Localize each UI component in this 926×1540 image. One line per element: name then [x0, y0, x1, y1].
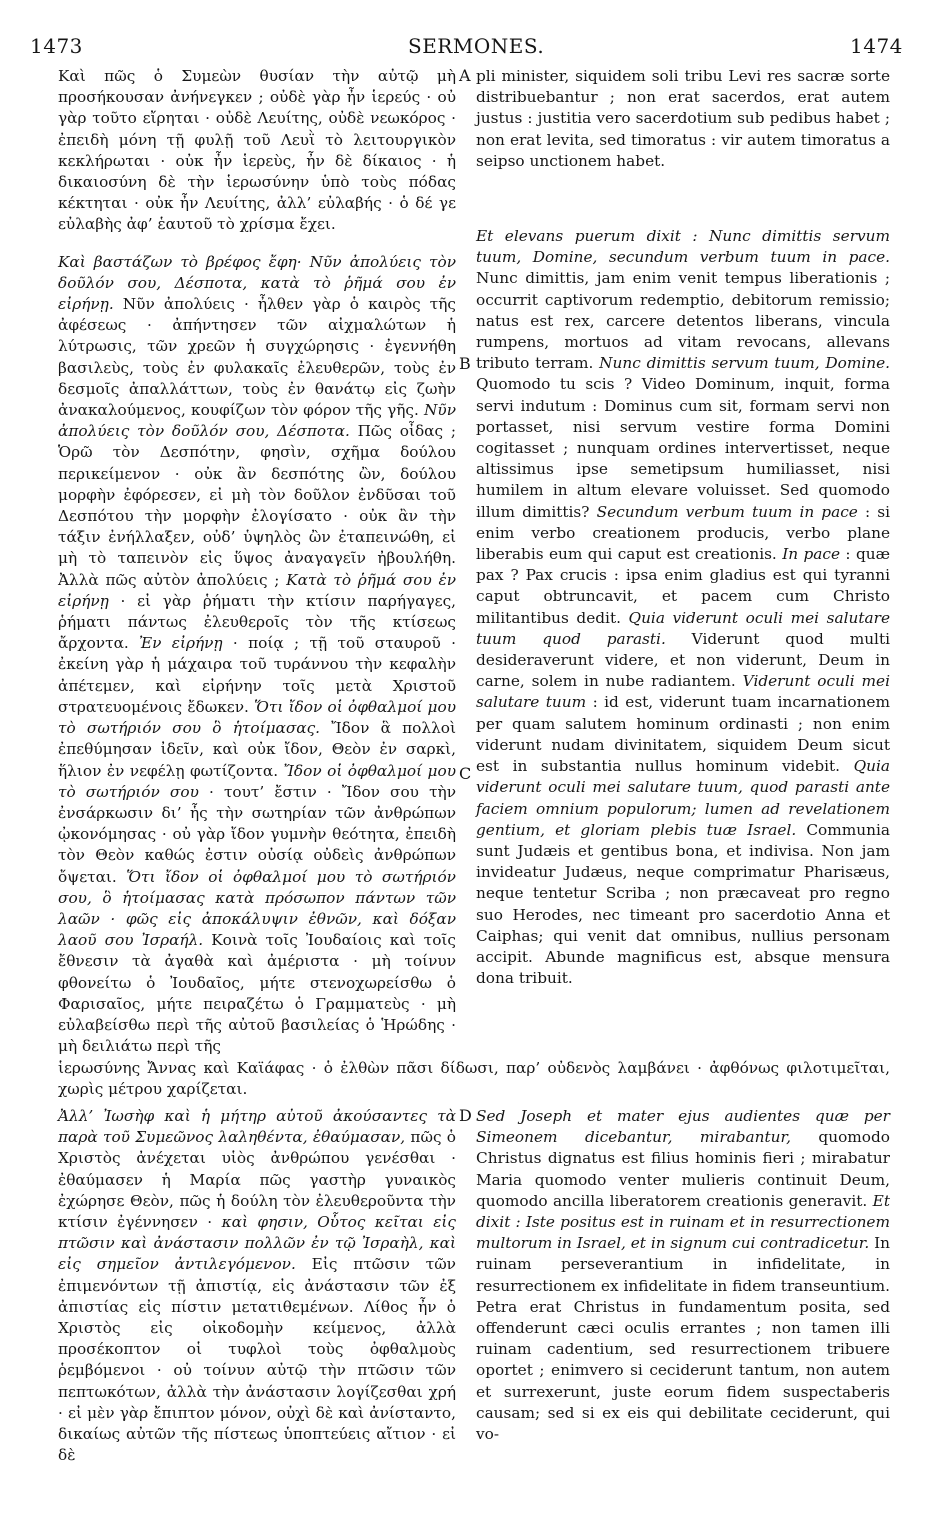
greek-scripture-quote: Ὅτι ἴδον οἱ ὀφθαλμοί μου τὸ σωτήριόν σου, ὃ ἡτοίμασας κατὰ πρόσωπον πάντων τῶν λαῶν · φῶς εἰς ἀποκάλυψιν ἐθνῶν, καὶ δόξαν λαοῦ σου Ἰσραήλ. — [58, 867, 456, 950]
latin-scripture-quote: Secundum verbum tuum in pace — [596, 502, 858, 521]
greek-text: · ποίᾳ ; τῇ τοῦ σταυροῦ · ἐκείνη γὰρ ἡ μάχαιρα τοῦ τυράννου τὴν κεφαλὴν ἀπέτεμεν, καὶ εἰρήνην τοῖς μετὰ Χριστοῦ στρατευομένοις ἔδωκεν. — [58, 634, 457, 716]
greek-scripture-quote: Καὶ βαστάζων τὸ βρέφος ἔφη· Νῦν ἀπολύεις τὸν δοῦλόν σου, Δέσποτα, κατὰ τὸ ῥῆμά σου ἐν εἰρήνῃ. — [58, 252, 456, 314]
margin-marker-a: A — [459, 66, 471, 85]
greek-text: Πῶς οἶδας ; Ὁρῶ τὸν Δεσπότην, φησὶν, σχῆμα δούλου περικείμενον · οὐκ ἂν δεσπότης ὢν, δούλου μορφὴν ἐφόρεσεν, εἰ μὴ τὸν δοῦλον ἐνδῦσαι τοῦ Δεσπότου τὴν μορφὴν ἐλογίσατο · οὐκ ἂν τὴν τάξιν ἐνήλλαξεν, οὐδ’ ὑψηλὸς ὢν ἐταπεινώθη, εἰ μὴ τὸ ταπεινὸν εἰς ὕψος ἀναγαγεῖν ἠβουλήθη. Ἀλλὰ πῶς αὐτὸν ἀπολύεις ; — [58, 422, 457, 589]
latin-text: Nunc dimittis, jam enim venit tempus liberationis ; occurrit captivorum redemptio, debitorum remissio; natus est rex, carcere detentos liberans, vincula rumpens, mortuos ad vitam revocans, allevans tributo terram. — [476, 269, 890, 373]
greek-scripture-quote: Ἀλλ’ Ἰωσὴφ καὶ ἡ μήτηρ αὐτοῦ ἀκούσαντες τὰ παρὰ τοῦ Συμεῶνος λαληθέντα, ἐθαύμασαν, — [58, 1107, 456, 1147]
greek-scripture-quote: Ἴδον οἱ ὀφθαλμοί μου τὸ σωτήριόν σου — [58, 761, 456, 801]
latin-text: Quomodo tu scis ? Video Dominum, inquit, forma servi indutum : Dominus cum sit, formam servi non portasset, nisi servum vestire forma Domini cogitasset ; nunquam ordines intervertisset, neque altissimus ipse semetipsum humiliasset, nisi humilem in altum elevare voluisset. Sed quomodo illum dimittis? — [476, 375, 890, 521]
latin-text: Communia sunt Judæis et gentibus bona, et indivisa. Non jam invideatur Judæus, neque comprimatur Pharisæus, neque tentetur Scriba ; non præcaveat pro regno suo Herodes, nec timeant pro sacerdotio Anna et Caiphas; qui venit dat omnibus, nullius personam accipit. Abunde magnificus est, absque mensura dona tribuit. — [476, 820, 890, 988]
greek-text: Νῦν ἀπολύεις · ἦλθεν γὰρ ὁ καιρὸς τῆς ἀφέσεως · ἀπήντησεν τῶν αἰχμαλώτων ἡ λύτρωσις, τῶν χρεῶν ἡ συγχώρησις · ἐγεννήθη βασιλεὺς, τοὺς ἐν φυλακαῖς ἐλευθερῶν, τοὺς ἐν δεσμοῖς ἀπαλλάττων, τοὺς ἐν θανάτῳ εἰς ζωὴν ἀνακαλούμενος, κουφίζων τὸν φόρον τῆς γῆς. — [58, 295, 456, 420]
greek-scripture-quote: Νῦν ἀπολύεις τὸν δοῦλόν σου, Δέσποτα. — [58, 401, 456, 441]
greek-paragraph — [58, 1106, 456, 1466]
greek-scripture-quote: Κατὰ τὸ ῥῆμά σου ἐν εἰρήνῃ — [58, 570, 456, 610]
greek-column-lower — [58, 1106, 456, 1466]
latin-column-upper — [476, 66, 890, 989]
latin-scripture-quote: Nunc dimittis servum tuum, Domine. — [599, 354, 891, 373]
margin-marker-b: B — [459, 354, 471, 373]
greek-scripture-quote: Ὅτι ἴδον οἱ ὀφθαλμοί μου τὸ σωτήριόν σου ὃ ἡτοίμασας. — [58, 697, 456, 738]
latin-scripture-quote: Quia viderunt oculi mei salutare tuum, quod parasti ante faciem omnium populorum; lumen ad revelationem gentium, et gloriam plebis tuæ Israel. — [476, 757, 890, 839]
greek-column-upper — [58, 66, 456, 1057]
greek-text: Κοινὰ τοῖς Ἰουδαίοις καὶ τοῖς ἔθνεσιν τὰ ἀγαθὰ καὶ ἀμέριστα · μὴ τοίνυν φθονείτω ὁ Ἰουδαῖος, μήτε στενοχωρείσθω ὁ Φαρισαῖος, μήτε πειραζέτω ὁ Γραμματεὺς · μὴ εὐλαβείσθω περὶ τῆς αὐτοῦ βασιλείας ὁ Ἡρώδης · μὴ δειλιάτω περὶ τῆς — [58, 931, 456, 1056]
greek-text: πῶς ὁ Χριστὸς ἀνέχεται υἱὸς ἀνθρώπου γενέσθαι · ἐθαύμασεν ἡ Μαρία πῶς γαστὴρ γυναικὸς ἐχώρησε Θεὸν, πῶς ἡ δούλη τὸν ἐλευθεροῦντα τὴν κτίσιν ἐγέννησεν · — [58, 1128, 457, 1232]
page-number-left: 1473 — [30, 34, 83, 58]
latin-scripture-quote: Et elevans puerum dixit : Nunc dimittis servum tuum, Domine, secundum verbum tuum in pace. — [476, 227, 890, 267]
latin-text: : id est, viderunt tuam incarnationem per quam salutem hominum ordinasti ; non enim viderunt nudam divinitatem, siquidem Deum sicut est in substantia nullus hominum videbit. — [476, 693, 890, 776]
latin-paragraph: pli minister, siquidem soli tribu Levi res sacræ sorte distribuebantur ; non erat sacerdos, erat autem justus : justitia vero sacerdotium sub pedibus habet ; non erat levita, sed timoratus : vir autem timoratus a seipso unctionem habet. — [476, 67, 890, 170]
greek-text: · εἰ γὰρ ῥήματι τὴν κτίσιν παρήγαγες, ῥήματι πάντως ἐλευθεροῖς τὸν τῆς κτίσεως ἄρχοντα. — [58, 591, 456, 653]
running-title: SERMONES. — [408, 34, 545, 58]
latin-text: In ruinam perseverantium in infidelitate, in resurrectionem ex infidelitate in fidem transeuntium. Petra erat Christus in fundamentum posita, sed offenderunt cæci oculis errantes ; non tamen illi ruinam cadentium, sed resurrectionem tribuere oportet ; enimvero si ceciderunt tantum, non autem et surrexerunt, juste eorum fidem suspectaberis causam; sed si ex eis qui debilitate ceciderunt, qui vo- — [476, 1234, 890, 1444]
greek-text: Εἰς πτῶσιν τῶν ἐπιμενόντων τῇ ἀπιστίᾳ, εἰς ἀνάστασιν τῶν ἐξ ἀπιστίας εἰς πίστιν μετατιθεμένων. Λίθος ἦν ὁ Χριστὸς εἰς οἰκοδομὴν κείμενος, ἀλλὰ προσέκοπτον οἱ τυφλοὶ τοὺς ὀφθαλμοὺς ῥεμβόμενοι · οὐ τοίνυν αὐτῷ τὴν πτῶσιν τῶν πεπτωκότων, ἀλλὰ τὴν ἀνάστασιν λογίζεσθαι χρή · εἰ μὲν γὰρ ἔπιπτον μόνον, οὐχὶ δὲ καὶ ἀνίσταντο, δικαίως αὐτῶν τῆς πίστεως ὑποπτεύεις αἴτιον · εἰ δὲ — [58, 1255, 456, 1465]
latin-text: quomodo Christus dignatus est filius hominis fieri ; mirabatur Maria quomodo venter mulieris continuit Deum, quomodo ancilla liberatorem creationis generavit. — [476, 1128, 890, 1210]
latin-scripture-quote: Sed Joseph et mater ejus audientes quæ per Simeonem dicebantur, mirabantur, — [476, 1107, 890, 1147]
latin-column-lower — [476, 1106, 890, 1445]
greek-full-width-line: ἱερωσύνης Ἄννας καὶ Καϊάφας · ὁ ἐλθὼν πᾶσι δίδωσι, παρ’ οὐδενὸς λαμβάνει · ἀφθόνως φιλοτιμεῖται, χωρὶς μέτρου χαρίζεται. — [58, 1059, 890, 1099]
greek-text: Ἴδον ἃ πολλοὶ ἐπεθύμησαν ἰδεῖν, καὶ οὐκ ἴδον, Θεὸν ἐν σαρκὶ, ἥλιον ἐν νεφέλῃ φωτίζοντα. — [58, 719, 456, 780]
latin-text: Viderunt quod multi desideraverunt videre, et non viderunt, Deum in carne, solem in nube radiantem. — [476, 629, 890, 691]
latin-text: : si enim verbo creationem producis, verbo plane liberabis eum qui caput est creationis. — [476, 502, 890, 564]
greek-text: · τουτ’ ἔστιν · Ἴδον σου τὴν ἐνσάρκωσιν δι’ ἧς τὴν σωτηρίαν τῶν ἀνθρώπων ᾠκονόμησας · οὐ γὰρ ἴδον γυμνὴν θεότητα, ἐπειδὴ τὸν Θεὸν καθώς ἐστιν οὐσίᾳ οὐδεὶς ἀνθρώπων ὄψεται. — [58, 782, 457, 886]
latin-scripture-quote: In pace — [782, 545, 841, 564]
latin-paragraph — [476, 1106, 890, 1445]
greek-scripture-quote: Ἐν εἰρήνῃ — [139, 634, 223, 653]
latin-scripture-quote: Et dixit : Iste positus est in ruinam et in resurrectionem multorum in Israel, et in signum cui contradicetur. — [476, 1191, 890, 1253]
latin-text: : quæ pax ? Pax crucis : ipsa enim gladius est qui tyranni caput obtruncavit, et pacem cum Christo militantibus dedit. — [476, 545, 890, 627]
page-number-right: 1474 — [850, 34, 903, 58]
margin-marker-c: C — [459, 764, 472, 783]
latin-scripture-quote: Quia viderunt oculi mei salutare tuum quod parasti. — [476, 608, 890, 648]
greek-scripture-quote: καὶ φησιν, Οὗτος κεῖται εἰς πτῶσιν καὶ ἀνάστασιν πολλῶν ἐν τῷ Ἰσραὴλ, καὶ εἰς σημεῖον ἀντιλεγόμενον. — [58, 1213, 456, 1274]
latin-scripture-quote: Viderunt oculi mei salutare tuum — [476, 672, 890, 712]
greek-paragraph — [58, 252, 456, 1058]
greek-paragraph: Καὶ πῶς ὁ Συμεὼν θυσίαν τὴν αὐτῷ μὴ προσήκουσαν ἀνήνεγκεν ; οὐδὲ γὰρ ἦν ἱερεύς · οὐ γὰρ τοῦτο εἴρηται · οὐδὲ Λευίτης, οὐδὲ νεωκόρος · ἐπειδὴ μόνη τῇ φυλῇ τοῦ Λευῒ τὸ λειτουργικὸν κεκλήρωται · οὐκ ἦν ἱερεὺς, ἦν δὲ δίκαιος · ἡ δικαιοσύνη δὲ τὴν ἱερωσύνην ὑπὸ τοὺς πόδας κέκτηται · οὐκ ἦν Λευίτης, ἀλλ’ εὐλαβής · ὁ δέ γε εὐλαβὴς ἀφ’ ἑαυτοῦ τὸ χρίσμα ἔχει. — [58, 67, 456, 234]
latin-paragraph — [476, 226, 890, 989]
margin-marker-d: D — [459, 1106, 472, 1125]
